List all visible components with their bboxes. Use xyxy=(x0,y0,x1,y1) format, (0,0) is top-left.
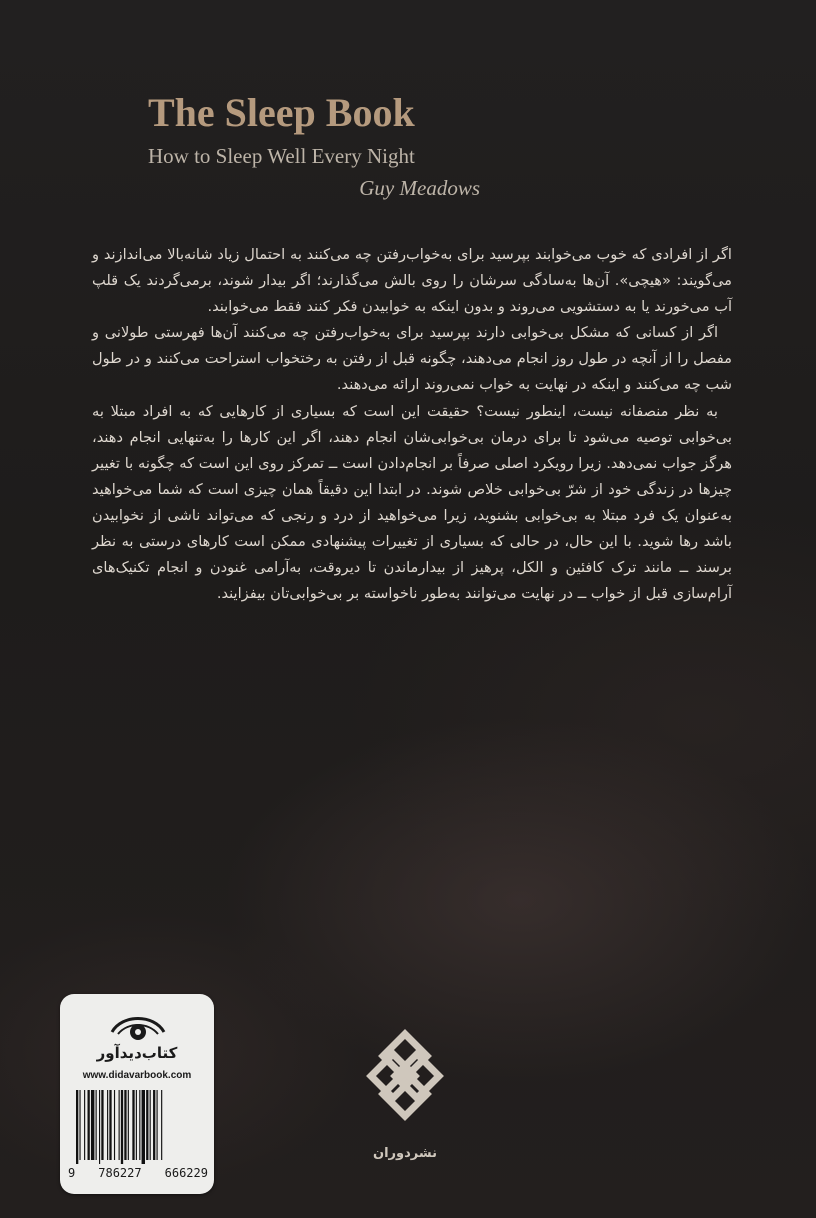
isbn-number xyxy=(68,1166,208,1180)
eye-logo-icon xyxy=(108,1008,168,1044)
publisher-name: نشردوران xyxy=(373,1146,437,1161)
book-subtitle: How to Sleep Well Every Night xyxy=(148,144,415,168)
bookstore-sticker xyxy=(60,994,214,1194)
blurb-paragraph-2: اگر از کسانی که مشکل بی‌خوابی دارند بپرسید برای به‌خواب‌رفتن چه می‌کنند آن‌ها فهرستی طولانی و مفصل را از آنچه در طول روز انجام می‌دهند، چگونه قبل از رفتن به رختخواب استراحت می‌کنند و در طول شب چه می‌کنند و اینکه در نهایت به خواب نمی‌روند ارائه می‌دهند. xyxy=(92,324,732,394)
isbn-group-2: 666229 xyxy=(164,1166,208,1180)
blurb-paragraph-3: به نظر منصفانه نیست، اینطور نیست؟ حقیقت این است که بسیاری از کارهایی که به افراد مبتلا به بی‌خوابی توصیه می‌شود تا برای درمان بی‌خوابی‌شان انجام دهند، اگر این کارها را به‌تنهایی انجام دهند، هرگز جواب نمی‌دهد. زیرا رویکرد اصلی صرفاً بر انجام‌دادن است ــ تمرکز روی این است که چگونه با تغییر چیزها در زندگی خود از شرّ بی‌خوابی خلاص شوند. در ابتدا این دقیقاً همان چیزی است که شما می‌خواهید به‌عنوان یک فرد مبتلا به بی‌خوابی بشنوید، زیرا می‌خواهید از درد و رنجی که می‌تواند ناشی از نخوابیدن باشد رها شوید. با این حال، در حالی که بسیاری از تغییرات پیشنهادی ممکن است کارهای درستی به نظر برسند ــ مانند ترک کافئین و الکل، پرهیز از بیدارماندن تا دیروقت، به‌آرامی غنودن و انجام تکنیک‌های آرام‌سازی قبل از خواب ــ در نهایت می‌توانند به‌طور ناخواسته بر بی‌خوابی‌تان بیفزایند. xyxy=(92,402,732,603)
title-block xyxy=(148,86,488,202)
publisher-block xyxy=(350,1028,460,1178)
isbn-group-1: 786227 xyxy=(98,1166,142,1180)
isbn-barcode xyxy=(74,1090,202,1164)
blurb-paragraph-1: اگر از افرادی که خوب می‌خوابند بپرسید برای به‌خواب‌رفتن چه می‌کنند به احتمال زیاد شانه‌بالا می‌اندازند و می‌گویند: «هیچی». آن‌ها به‌سادگی سرشان را روی بالش می‌گذارند؛ اگر بیدار شوند، برمی‌گردند یک قلپ آب می‌خورند یا به دستشویی می‌روند و بدون اینکه به خوابیدن فکر کنند فقط می‌خوابند. xyxy=(92,246,732,316)
bookstore-url: www.didavarbook.com xyxy=(82,1070,192,1081)
publisher-knot-icon xyxy=(365,1028,445,1138)
book-author: Guy Meadows xyxy=(359,176,480,200)
blurb-text xyxy=(92,242,732,607)
book-title: The Sleep Book xyxy=(148,90,415,135)
bookstore-name: کتاب‌دیدآور xyxy=(96,1044,178,1062)
isbn-prefix: 9 xyxy=(68,1166,76,1180)
